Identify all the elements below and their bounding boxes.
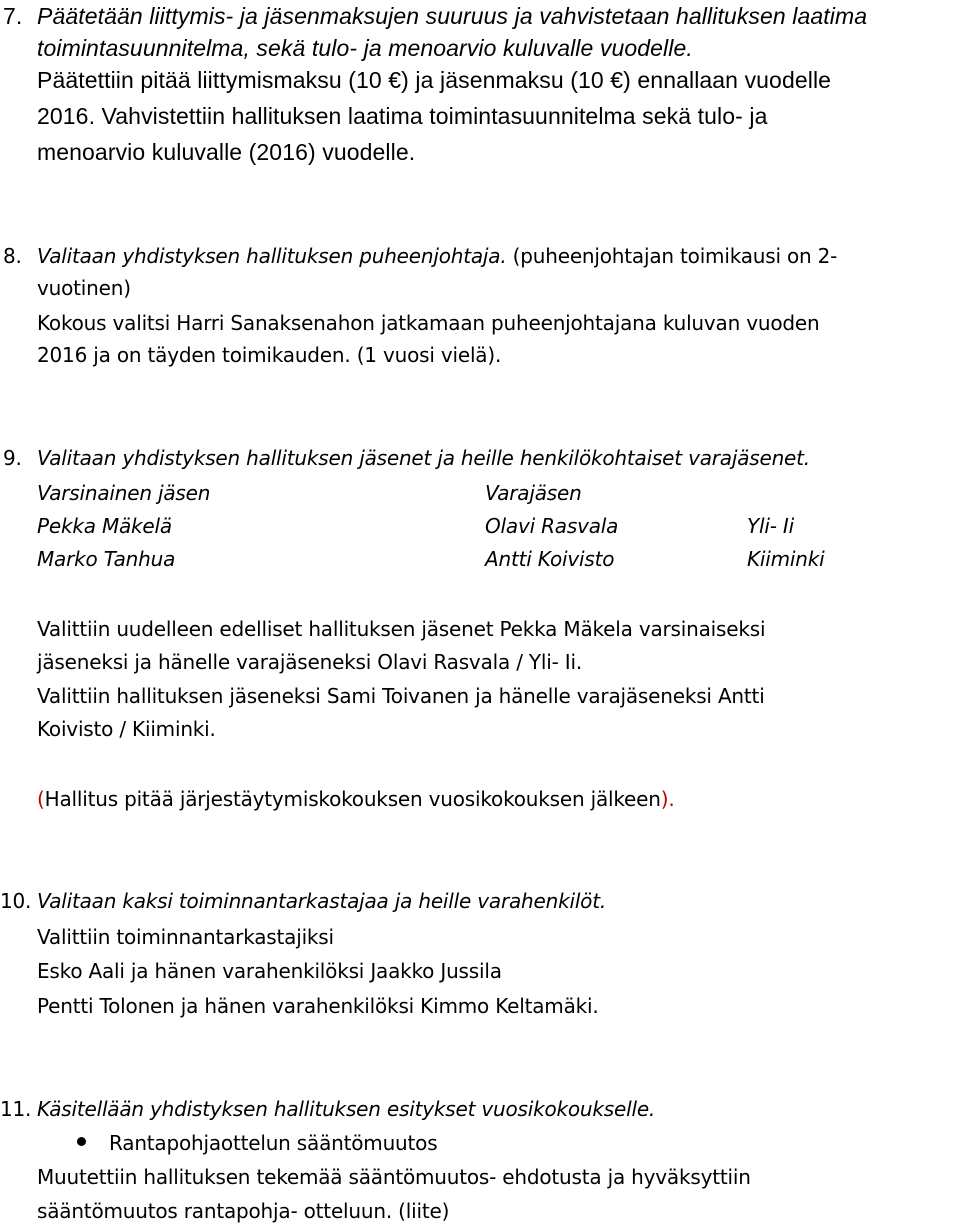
section-9-body-line-4: Koivisto / Kiiminki. bbox=[37, 717, 216, 741]
section-7-body-line-1: Päätettiin pitää liittymismaksu (10 €) ja jäsenmaksu (10 €) ennallaan vuodelle bbox=[37, 67, 832, 93]
section-7-body-line-2: 2016. Vahvistettiin hallituksen laatima toimintasuunnitelma sekä tulo- ja bbox=[37, 103, 768, 129]
table-cell-member-2: Marko Tanhua bbox=[37, 547, 176, 571]
section-7-heading-line-2: toimintasuunnitelma, sekä tulo- ja menoarvio kuluvalle vuodelle. bbox=[37, 35, 693, 61]
section-9-heading: Valitaan yhdistyksen hallituksen jäsenet ja heille henkilökohtaiset varajäsenet. bbox=[37, 446, 810, 470]
section-8-heading-line-1 bbox=[37, 240, 837, 273]
table-cell-deputy-1: Olavi Rasvala bbox=[485, 514, 619, 538]
section-8-number: 8. bbox=[3, 244, 22, 268]
table-cell-deputy-2: Antti Koivisto bbox=[485, 547, 615, 571]
section-9-note bbox=[37, 783, 675, 816]
section-8-body-line-2: 2016 ja on täyden toimikauden. (1 vuosi vielä). bbox=[37, 343, 502, 367]
section-10-heading: Valitaan kaksi toiminnantarkastajaa ja heille varahenkilöt. bbox=[37, 889, 607, 913]
section-9-body-line-3: Valittiin hallituksen jäseneksi Sami Toivanen ja hänelle varajäseneksi Antti bbox=[37, 684, 765, 708]
section-11-bullet-item: Rantapohjaottelun sääntömuutos bbox=[109, 1131, 438, 1155]
note-text: Hallitus pitää järjestäytymiskokouksen vuosikokouksen jälkeen bbox=[44, 787, 661, 811]
section-10-number: 10. bbox=[0, 889, 32, 913]
table-header-deputy: Varajäsen bbox=[485, 481, 582, 505]
note-open-paren: ( bbox=[37, 787, 45, 811]
section-11-body-line-2: sääntömuutos rantapohja- otteluun. (liite) bbox=[37, 1199, 450, 1223]
note-close-paren: ). bbox=[660, 787, 675, 811]
section-10-body-line-2: Esko Aali ja hänen varahenkilöksi Jaakko Jussila bbox=[37, 959, 502, 983]
section-10-body-line-3: Pentti Tolonen ja hänen varahenkilöksi Kimmo Keltamäki. bbox=[37, 994, 599, 1018]
bullet-icon bbox=[77, 1137, 86, 1146]
section-9-body-line-1: Valittiin uudelleen edelliset hallituksen jäsenet Pekka Mäkela varsinaiseksi bbox=[37, 617, 766, 641]
section-8-heading-note: (puheenjohtajan toimikausi on 2- bbox=[512, 244, 838, 268]
table-header-member: Varsinainen jäsen bbox=[37, 481, 211, 505]
section-8-heading-note-cont: vuotinen) bbox=[37, 276, 131, 300]
section-9-body-line-2: jäseneksi ja hänelle varajäseneksi Olavi Rasvala / Yli- Ii. bbox=[37, 650, 583, 674]
table-cell-location-1: Yli- Ii bbox=[747, 514, 794, 538]
section-8-body-line-1: Kokous valitsi Harri Sanaksenahon jatkamaan puheenjohtajana kuluvan vuoden bbox=[37, 311, 820, 335]
section-11-body-line-1: Muutettiin hallituksen tekemää sääntömuutos- ehdotusta ja hyväksyttiin bbox=[37, 1165, 751, 1189]
section-7-heading-line-1: Päätetään liittymis- ja jäsenmaksujen suuruus ja vahvistetaan hallituksen laatima bbox=[37, 3, 868, 29]
table-cell-location-2: Kiiminki bbox=[747, 547, 825, 571]
section-11-heading: Käsitellään yhdistyksen hallituksen esitykset vuosikokoukselle. bbox=[37, 1097, 656, 1121]
section-9-number: 9. bbox=[3, 446, 22, 470]
section-8-heading: Valitaan yhdistyksen hallituksen puheenjohtaja. bbox=[37, 244, 507, 268]
section-11-number: 11. bbox=[0, 1097, 32, 1121]
section-10-body-line-1: Valittiin toiminnantarkastajiksi bbox=[37, 925, 334, 949]
table-cell-member-1: Pekka Mäkelä bbox=[37, 514, 172, 538]
section-7-number: 7. bbox=[3, 3, 23, 29]
section-7-body-line-3: menoarvio kuluvalle (2016) vuodelle. bbox=[37, 139, 416, 165]
